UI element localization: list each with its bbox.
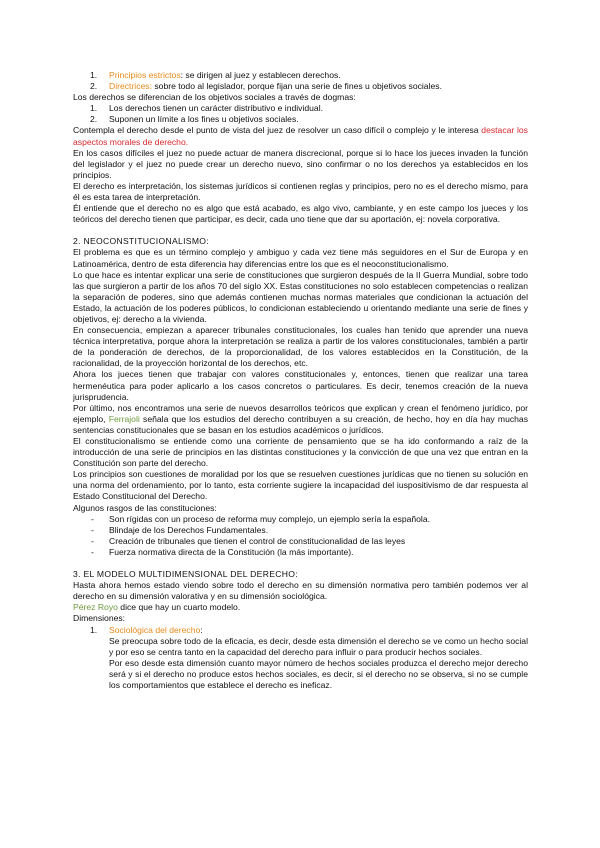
list-item (73, 547, 528, 558)
section-heading-3: 3. EL MODELO MULTIDIMENSIONAL DEL DERECHO: (73, 569, 298, 580)
term-directrices: Directrices: (109, 81, 152, 92)
paragraph (73, 602, 528, 613)
list-item-text: Son rígidas con un proceso de reforma muy complejo, un ejemplo sería la española. (109, 513, 431, 524)
paragraph: Ahora los jueces tienen que trabajar con valores constitucionales y, entonces, tienen que realizar una tarea hermenéutica para poder aplicarlo a los casos concretos o particulares. Es decir, tenemos creación de la nueva jurisprudencia. (73, 369, 528, 402)
paragraph-text: Por último, nos encontramos una serie de nuevos desarrollos teóricos que explican y crean el fenómeno jurídico, por ejemplo, (73, 402, 528, 424)
section-heading-2: 2. NEOCONSTITUCIONALISMO: (73, 236, 209, 247)
list-item (73, 70, 528, 81)
paragraph: Dimensiones: (73, 613, 126, 624)
list-item (73, 536, 528, 547)
paragraph: Lo que hace es intentar explicar una serie de constituciones que surgieron después de la II Guerra Mundial, sobre todo las que surgieron a partir de los años 70 del siglo XX. Estas constituciones no solo establecen competencias o realizan la separación de poderes, sino que además contienen muchas normas materiales que condicionan la actuación del Estado, la actuación de los poderes públicos, lo condicionan estableciendo u orientando mediante una serie de fines y objetivos, ej: derecho a la vivienda. (73, 269, 528, 324)
paragraph: El derecho es interpretación, los sistemas jurídicos si contienen reglas y principios, pero no es el derecho mismo, para él es esta tarea de interpretación. (73, 180, 528, 203)
highlight-text: destacar los aspectos morales de derecho. (73, 125, 528, 147)
paragraph: Hasta ahora hemos estado viendo sobre todo el derecho en su dimensión normativa pero también podemos ver al derecho en su dimensión valorativa y en su dimensión sociológica. (73, 580, 528, 602)
list-number: 1. (90, 70, 98, 80)
principles-list (73, 70, 528, 92)
dash-bullet: - (91, 513, 94, 524)
paragraph: Se preocupa sobre todo de la eficacia, es decir, desde esta dimensión el derecho se ve como un hecho social y por eso se centra tanto en la capacidad del derecho para influir o para producir hechos sociales. (109, 635, 528, 657)
term-sociologica: Sociológica del derecho (109, 624, 201, 635)
paragraph (73, 125, 528, 147)
list-item (73, 514, 528, 525)
paragraph: En consecuencia, empiezan a aparecer tribunales constitucionales, los cuales han tenido que aprender una nueva técnica interpretativa, porque ahora la interpretación se realiza a partir de los valores constitucionales, también a partir de la ponderación de derechos, de la proporcionalidad, de los valores establecidos en la Constitución, de la racionalidad, de la proyección horizontal de los derechos, etc. (73, 325, 528, 369)
paragraph (73, 403, 528, 436)
list-item-text: Los derechos tienen un carácter distributivo e individual. (109, 103, 324, 114)
paragraph: Por eso desde esta dimensión cuanto mayor número de hechos sociales produzca el derecho mejor derecho será y si el derecho no produce estos hechos sociales, es decir, si el derecho no se observa, si no se cumple los comportamientos que establece el derecho es ineficaz. (109, 657, 528, 690)
paragraph: En los casos difíciles el juez no puede actuar de manera discrecional, porque si lo hace los jueces invaden la función del legislador y el juez no puede crear un derecho nuevo, sino confirmar o no los derechos ya establecidos en los principios. (73, 147, 528, 180)
list-number: 1. (90, 624, 98, 635)
list-item-text: Blindaje de los Derechos Fundamentales. (109, 524, 269, 535)
term-principios-estrictos: Principios estrictos (109, 70, 181, 80)
dimensions-list (73, 625, 528, 636)
list-item-text: Suponen un límite a los fines u objetivos sociales. (109, 114, 299, 125)
rasgos-list (73, 514, 528, 558)
list-item (73, 81, 528, 92)
dash-bullet: - (91, 546, 94, 557)
list-item (73, 525, 528, 536)
paragraph: Algunos rasgos de las constituciones: (73, 502, 217, 513)
list-item-text: sobre todo al legislador, porque fijan una serie de fines u objetivos sociales. (151, 81, 442, 92)
list-item (73, 114, 528, 125)
paragraph: Él entiende que el derecho no es algo que está acabado, es algo vivo, cambiante, y en este campo los jueces y los teóricos del derecho tienen que participar, es decir, cada uno tiene que dar su aportación, ej: novela corporativa. (73, 203, 528, 225)
list-item (73, 103, 528, 114)
list-number: 2. (90, 81, 98, 92)
list-item-text: Fuerza normativa directa de la Constitución (la más importante). (109, 546, 354, 557)
list-item-text: : se dirigen al juez y establecen derechos. (180, 70, 341, 80)
dash-bullet: - (91, 535, 94, 546)
document-page (73, 70, 528, 691)
list-item (73, 625, 528, 636)
list-number: 2. (90, 114, 98, 125)
list-item-text: : (200, 624, 203, 635)
author-name: Pérez Royo (73, 602, 118, 613)
dash-bullet: - (91, 524, 94, 535)
paragraph-text: Contempla el derecho desde el punto de vista del juez de resolver un caso difícil o complejo y le interesa (73, 125, 482, 136)
dogmas-list (73, 103, 528, 125)
author-name: Ferrajoli (108, 413, 140, 424)
paragraph: El problema es que es un término complejo y ambiguo y cada vez tiene más seguidores en el Sur de Europa y en Latinoamérica, dentro de esta diferencia hay diferencias entre los que es el neoconstitucionalismo. (73, 247, 528, 269)
paragraph: El constitucionalismo se entiende como una corriente de pensamiento que se ha ido conformando a raíz de la introducción de una serie de principios en las distintas constituciones y la convicción de que una vez que entran en la Constitución son parte del derecho. (73, 436, 528, 469)
paragraph: Los derechos se diferencian de los objetivos sociales a través de dogmas: (73, 92, 356, 103)
list-item-text: Creación de tribunales que tienen el control de constitucionalidad de las leyes (109, 535, 406, 546)
paragraph-text: dice que hay un cuarto modelo. (117, 602, 241, 613)
paragraph: Los principios son cuestiones de moralidad por los que se resuelven cuestiones jurídicas que no tienen su solución en una norma del ordenamiento, por lo tanto, esta corriente sugiere la incapacidad del iuspositivismo de dar respuesta al Estado Constitucional del Derecho. (73, 469, 528, 502)
paragraph-text: señala que los estudios del derecho contribuyen a su creación, de hecho, hoy en día hay muchas sentencias constitucionales que se basan en los estudios académicos o jurídicos. (73, 413, 528, 435)
list-number: 1. (90, 103, 98, 114)
